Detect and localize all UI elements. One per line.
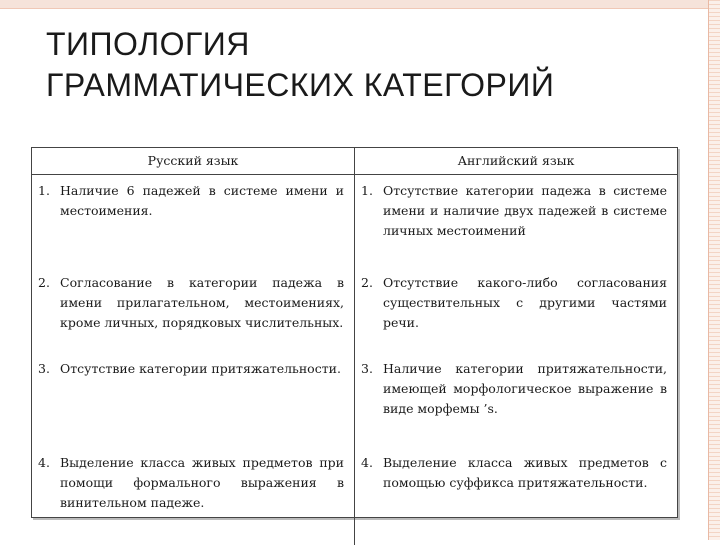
table-row <box>32 353 677 447</box>
cell-russian <box>32 267 355 353</box>
item-text: Отсутствие какого-либо согласования существительных с другими частями речи. <box>383 275 667 330</box>
item-text: Наличие 6 падежей в системе имени и местоимения. <box>60 183 344 218</box>
item-text: Согласование в категории падежа в имени прилагательном, местоимениях, кроме личных, порядковых числительных. <box>60 275 344 330</box>
table-header-row <box>32 148 677 175</box>
table-row <box>32 447 677 545</box>
item-text: Отсутствие категории притяжательности. <box>60 361 341 376</box>
item-text: Наличие категории притяжательности, имеющей морфологическое выражение в виде морфемы ’s. <box>383 361 667 416</box>
table-row <box>32 267 677 353</box>
table-row <box>32 175 677 268</box>
item-text: Выделение класса живых предметов с помощью суффикса притяжательности. <box>383 455 667 490</box>
item-text: Отсутствие категории падежа в системе имени и наличие двух падежей в системе личных местоимений <box>383 183 667 238</box>
item-text: Выделение класса живых предметов при помощи формального выражения в винительном падеже. <box>60 455 344 510</box>
cell-russian <box>32 175 355 268</box>
cell-russian <box>32 353 355 447</box>
item-number: 3. <box>361 361 373 376</box>
cell-english <box>355 267 678 353</box>
item-number: 1. <box>38 183 50 198</box>
slide-title-line2: ГРАММАТИЧЕСКИХ КАТЕГОРИЙ <box>46 67 555 103</box>
item-number: 3. <box>38 361 50 376</box>
item-number: 4. <box>361 455 373 470</box>
header-english: Английский язык <box>355 148 678 175</box>
slide-title-line1: ТИПОЛОГИЯ <box>46 26 250 62</box>
header-russian: Русский язык <box>32 148 355 175</box>
item-number: 1. <box>361 183 373 198</box>
comparison-table <box>31 147 678 518</box>
item-number: 2. <box>361 275 373 290</box>
item-number: 4. <box>38 455 50 470</box>
item-number: 2. <box>38 275 50 290</box>
cell-english <box>355 353 678 447</box>
cell-english <box>355 447 678 545</box>
cell-english <box>355 175 678 268</box>
cell-russian <box>32 447 355 545</box>
slide-frame-top <box>0 0 720 8</box>
slide-frame-line <box>0 8 720 9</box>
slide-title <box>46 24 686 106</box>
slide-frame-right <box>708 0 720 540</box>
